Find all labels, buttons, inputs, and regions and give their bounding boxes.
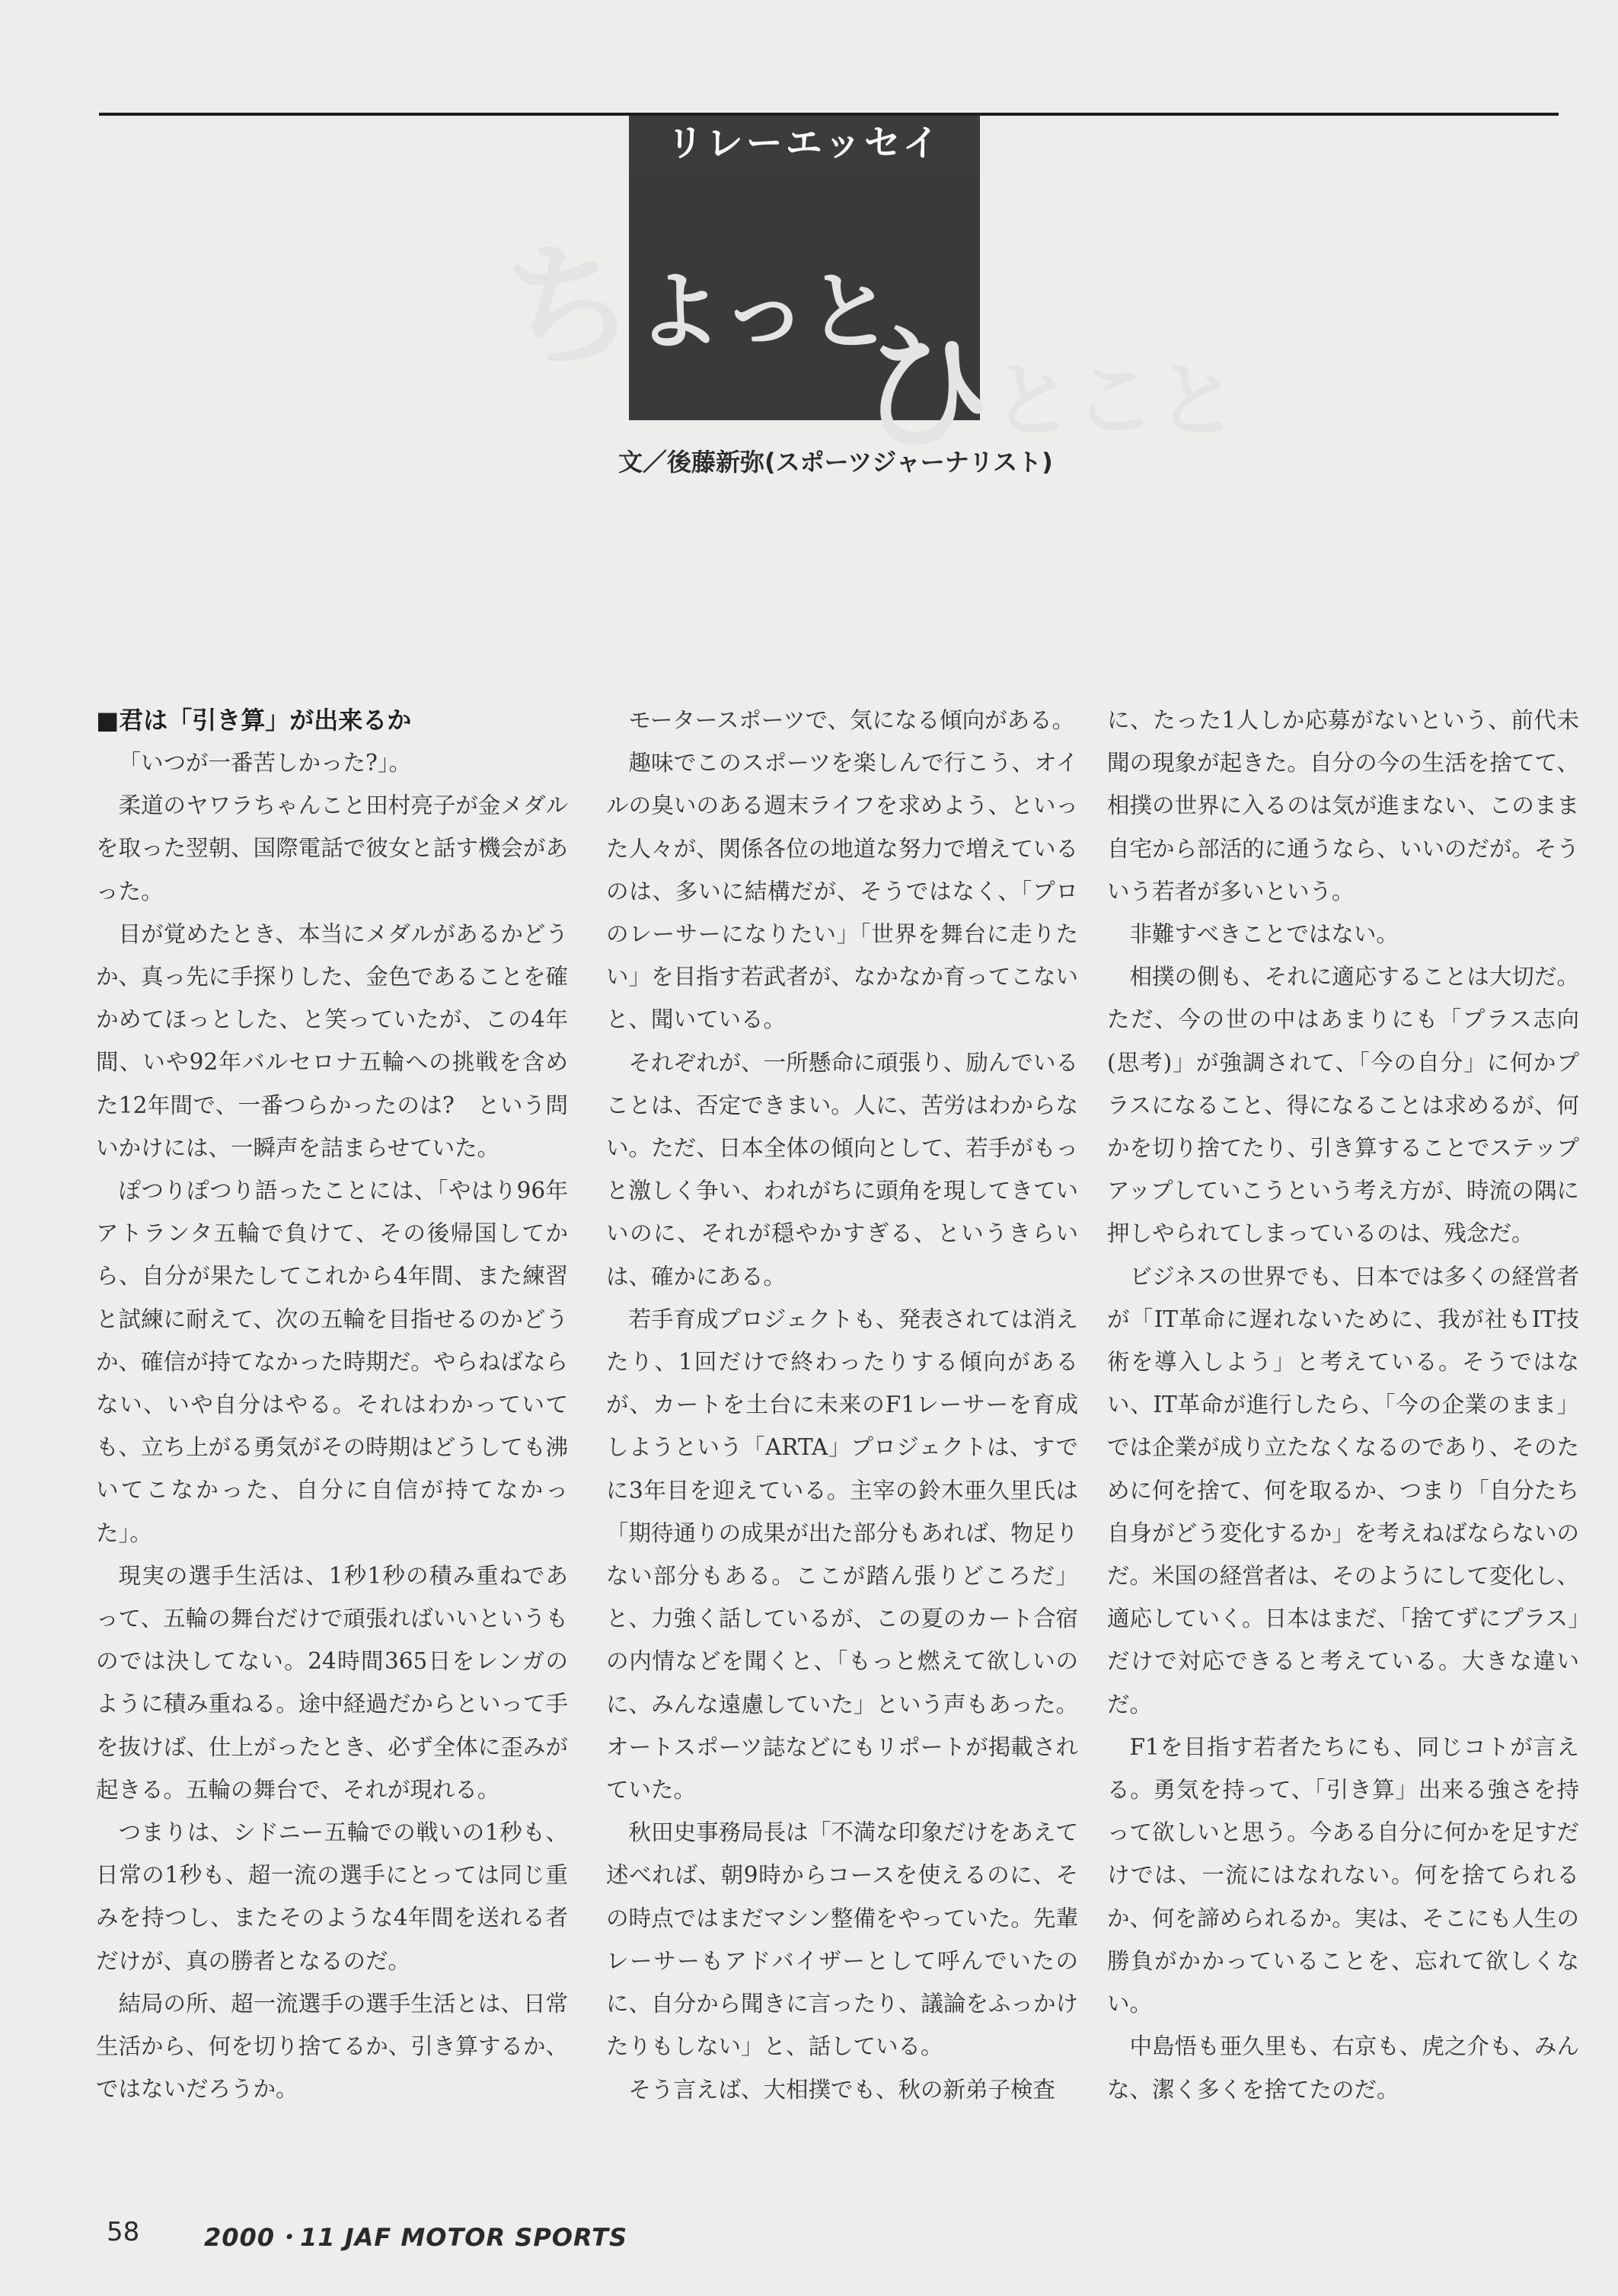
paragraph: 非難すべきことではない。: [1129, 921, 1399, 948]
paragraph: 「いつが一番苦しかった?」。: [118, 750, 412, 776]
paragraph: ぽつりぽつり語ったことには、「やはり96年アトランタ五輪で負けて、その後帰国してから、自分が果たしてこれから4年間、また練習と試練に耐えて、次の五輪を目指せるのかどうか、確信が持てなかった時期だ。やらねばならない、いや自分はやる。それはわかっていても、立ち上がる勇気がその時期はどうしても沸いてこなかった、自分に自信が持てなかった」。: [96, 1178, 568, 1546]
series-label: リレーエッセイ: [629, 116, 980, 171]
paragraph: ビジネスの世界でも、日本では多くの経営者が「IT革命に遅れないために、我が社もIT技術を導入しよう」と考えている。そうではない、IT革命が進行したら、「今の企業のまま」では企業が成り立たなくなるのであり、そのために何を捨て、何を取るか、つまり「自分たち自身がどう変化するか」を考えねばならないのだ。米国の経営者は、そのようにして変化し、適応していく。日本はまだ、「捨てずにプラス」だけで対応できると考えている。大きな違いだ。: [1107, 1263, 1579, 1717]
paragraph: 現実の選手生活は、1秒1秒の積み重ねであって、五輪の舞台だけで頑張ればいいというものでは決してない。24時間365日をレンガのように積み重ねる。途中経過だからといって手を抜けば、仕上がったとき、必ず全体に歪みが起きる。五輪の舞台で、それが現れる。: [96, 1562, 568, 1803]
title-line-1-rest: よっと、: [637, 263, 978, 362]
article-column-1: [96, 699, 568, 2111]
paragraph: F1を目指す若者たちにも、同じコトが言える。勇気を持って、「引き算」出来る強さを持って欲しいと思う。今ある自分に何かを足すだけでは、一流にはなれない。何を捨てられるか、何を諦められるか。実は、そこにも人生の勝負がかかっていることを、忘れて欲しくない。: [1107, 1733, 1579, 2017]
paragraph: 結局の所、超一流選手の選手生活とは、日常生活から、何を切り捨てるか、引き算するか、ではないだろうか。: [96, 1990, 568, 2103]
page-number: 58: [107, 2217, 140, 2247]
paragraph: そう言えば、大相撲でも、秋の新弟子検査: [628, 2076, 1056, 2103]
article-column-3: [1107, 699, 1579, 2111]
paragraph: 柔道のヤワラちゃんこと田村亮子が金メダルを取った翌朝、国際電話で彼女と話す機会があった。: [96, 792, 568, 904]
paragraph: つまりは、シドニー五輪での戦いの1秒も、日常の1秒も、超一流の選手にとっては同じ重みを持つし、またそのような4年間を送れる者だけが、真の勝者となるのだ。: [96, 1819, 568, 1974]
paragraph: 相撲の側も、それに適応することは大切だ。ただ、今の世の中はあまりにも「プラス志向(思考)」が強調されて、「今の自分」に何かプラスになること、得になることは求めるが、何かを切り捨てたり、引き算することでステップアップしていこうという考え方が、時流の隅に押しやられてしまっているのは、残念だ。: [1107, 964, 1579, 1247]
title-line-2-initial: ひ: [860, 316, 991, 469]
paragraph: 目が覚めたとき、本当にメダルがあるかどうか、真っ先に手探りした、金色であることを確かめてほっとした、と笑っていたが、この4年間、いや92年バルセロナ五輪への挑戦を含めた12年間で、一番つらかったのは? という問いかけには、一瞬声を詰まらせていた。: [96, 920, 568, 1161]
paragraph: に、たった1人しか応募がないという、前代未聞の現象が起きた。自分の今の生活を捨てて、相撲の世界に入るのは気が進まない、このまま自宅から部活的に通うなら、いいのだが。そういう若者が多いという。: [1107, 707, 1579, 904]
paragraph: 中島悟も亜久里も、右京も、虎之介も、みんな、潔く多くを捨てたのだ。: [1107, 2033, 1579, 2103]
paragraph: 秋田史事務局長は「不満な印象だけをあえて述べれば、朝9時からコースを使えるのに、その時点ではまだマシン整備をやっていた。先輩レーサーもアドバイザーとして呼んでいたのに、自分から聞きに言ったり、議論をふっかけたりもしない」と、話している。: [606, 1819, 1078, 2060]
section-heading: ■君は「引き算」が出来るか: [96, 706, 412, 735]
paragraph: モータースポーツで、気になる傾向がある。: [628, 707, 1075, 733]
byline: 文／後藤新弥(スポーツジャーナリスト): [618, 448, 1053, 477]
paragraph: それぞれが、一所懸命に頑張り、励んでいることは、否定できまい。人に、苦労はわからない。ただ、日本全体の傾向として、若手がもっと激しく争い、われがちに頭角を現してきていいのに、それが穏やかすぎる、というきらいは、確かにある。: [606, 1049, 1078, 1290]
title-line-1-initial: ち: [503, 229, 637, 385]
article-column-2: [606, 699, 1078, 2111]
paragraph: 趣味でこのスポーツを楽しんで行こう、オイルの臭いのある週末ライフを求めよう、といった人々が、関係各位の地道な努力で増えているのは、多いに結構だが、そうではなく、「プロのレーサーになりたい」「世界を舞台に走りたい」を目指す若武者が、なかなか育ってこないと、聞いている。: [606, 750, 1078, 1033]
title-line-2-rest: とこと: [991, 353, 1239, 448]
issue-footer: 2000・11 JAF MOTOR SPORTS: [204, 2223, 628, 2252]
paragraph: 若手育成プロジェクトも、発表されては消えたり、1回だけで終わったりする傾向があるが、カートを土台に未来のF1レーサーを育成しようという「ARTA」プロジェクトは、すでに3年目を迎えている。主宰の鈴木亜久里氏は「期待通りの成果が出た部分もあれば、物足りない部分もある。ここが踏ん張りどころだ」と、力強く話しているが、この夏のカート合宿の内情などを聞くと、「もっと燃えて欲しいのに、みんな遠慮していた」という声もあった。オートスポーツ誌などにもリポートが掲載されていた。: [606, 1306, 1078, 1803]
